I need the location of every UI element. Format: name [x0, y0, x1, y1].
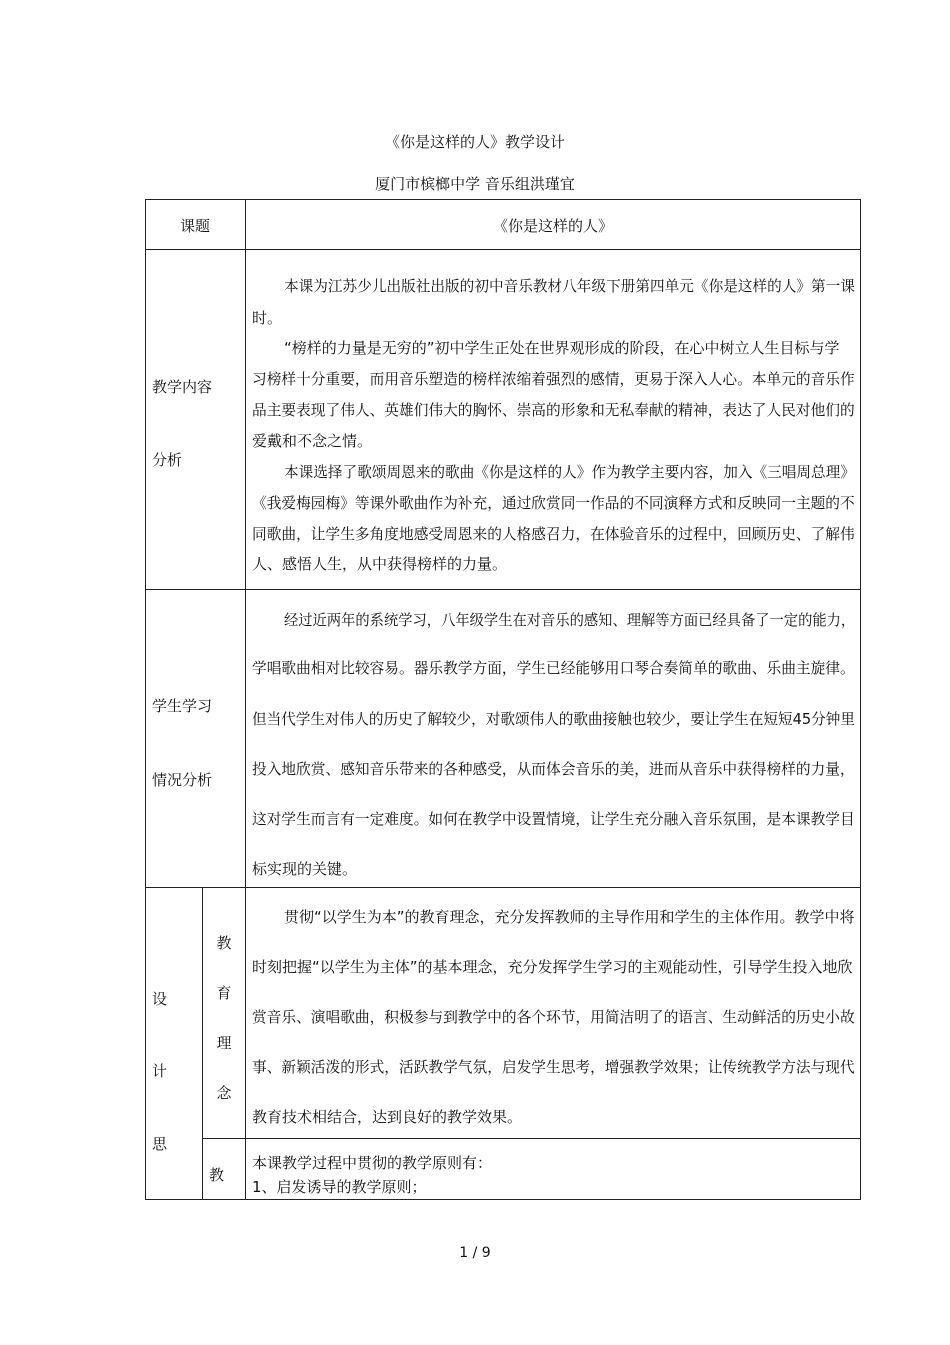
table-border-right [860, 199, 861, 1200]
row-divider [202, 1138, 861, 1139]
student-line: 投入地欣赏、感知音乐带来的各种感受，从而体会音乐的美，进而从音乐中获得榜样的力量， [252, 760, 855, 778]
student-line: 标实现的关键。 [252, 860, 358, 878]
row-divider [145, 249, 861, 250]
content-line: 习榜样十分重要，而用音乐塑造的榜样浓缩着强烈的感情，更易于深入人心。本单元的音乐作 [252, 370, 855, 388]
content-line: 爱戴和不念之情。 [252, 432, 373, 450]
topic-label: 课题 [179, 217, 210, 235]
principles-label-char: 教 [209, 1166, 225, 1184]
student-line: 学唱歌曲相对比较容易。器乐教学方面，学生已经能够用口琴合奏简单的歌曲、乐曲主旋律。 [252, 659, 855, 677]
content-line: 本课为江苏少儿出版社出版的初中音乐教材八年级下册第四单元《你是这样的人》第一课 [284, 277, 855, 295]
table-border-bottom [145, 1199, 861, 1200]
content-analysis-label-2: 分析 [152, 451, 183, 469]
design-label-char: 设 [152, 990, 168, 1008]
student-analysis-label-1: 学生学习 [152, 697, 213, 715]
design-label-char: 计 [152, 1062, 168, 1080]
row-divider [145, 887, 861, 888]
student-analysis-label-2: 情况分析 [152, 771, 213, 789]
table-border-top [145, 199, 861, 200]
content-line: “榜样的力量是无穷的”初中学生正处在世界观形成的阶段，在心中树立人生目标与学 [284, 339, 840, 357]
principles-line: 本课教学过程中贯彻的教学原则有： [252, 1154, 493, 1172]
table-border-left [145, 199, 146, 1200]
row-divider [145, 589, 861, 590]
content-line: 人、感悟人生，从中获得榜样的力量。 [252, 555, 508, 573]
content-line: 时。 [252, 309, 283, 327]
content-line: 《我爱梅园梅》等课外歌曲作为补充，通过欣赏同一作品的不同演释方式和反映同一主题的不 [252, 494, 855, 512]
column-divider [202, 887, 203, 1200]
philosophy-line: 时刻把握“以学生为主体”的基本理念，充分发挥学生学习的主观能动性，引导学生投入地欣 [252, 958, 853, 976]
content-analysis-label-1: 教学内容 [152, 378, 213, 396]
content-line: 品主要表现了伟人、英雄们伟大的胸怀、崇高的形象和无私奉献的精神，表达了人民对他们的 [252, 401, 855, 419]
philosophy-line: 事、新颖活泼的形式，活跃教学气氛，启发学生思考，增强教学效果；让传统教学方法与现代 [252, 1058, 855, 1076]
philosophy-line: 教育技术相结合，达到良好的教学效果。 [252, 1108, 523, 1126]
student-line: 经过近两年的系统学习，八年级学生在对音乐的感知、理解等方面已经具备了一定的能力， [284, 611, 856, 629]
philosophy-label-char: 教 [216, 934, 232, 952]
philosophy-label-char: 念 [216, 1084, 232, 1102]
philosophy-label-char: 育 [216, 984, 232, 1002]
document-title: 《你是这样的人》教学设计 [384, 133, 565, 151]
philosophy-line: 赏音乐、演唱歌曲，积极参与到教学中的各个环节，用简洁明了的语言、生动鲜活的历史小故 [252, 1008, 855, 1026]
author-line: 厦门市槟榔中学 音乐组洪瑾宜 [375, 175, 575, 193]
design-label-char: 思 [152, 1135, 168, 1153]
student-line: 这对学生而言有一定难度。如何在教学中设置情境，让学生充分融入音乐氛围，是本课教学目 [252, 810, 855, 828]
content-line: 同歌曲，让学生多角度地感受周恩来的人格感召力，在体验音乐的过程中，回顾历史、了解伟 [252, 525, 855, 543]
topic-value: 《你是这样的人》 [492, 217, 613, 235]
philosophy-line: 贯彻“以学生为本”的教育理念，充分发挥教师的主导作用和学生的主体作用。教学中将 [284, 908, 855, 926]
content-line: 本课选择了歌颂周恩来的歌曲《你是这样的人》作为教学主要内容，加入《三唱周总理》 [284, 463, 855, 481]
philosophy-label-char: 理 [216, 1034, 232, 1052]
column-divider [245, 887, 246, 1200]
principles-line: 1、启发诱导的教学原则； [252, 1178, 427, 1196]
page-number: 1 / 9 [459, 1245, 491, 1261]
column-divider [245, 199, 246, 888]
student-line: 但当代学生对伟人的历史了解较少，对歌颂伟人的歌曲接触也较少，要让学生在短短45分钟里 [252, 710, 855, 728]
philosophy-label [209, 932, 239, 1132]
